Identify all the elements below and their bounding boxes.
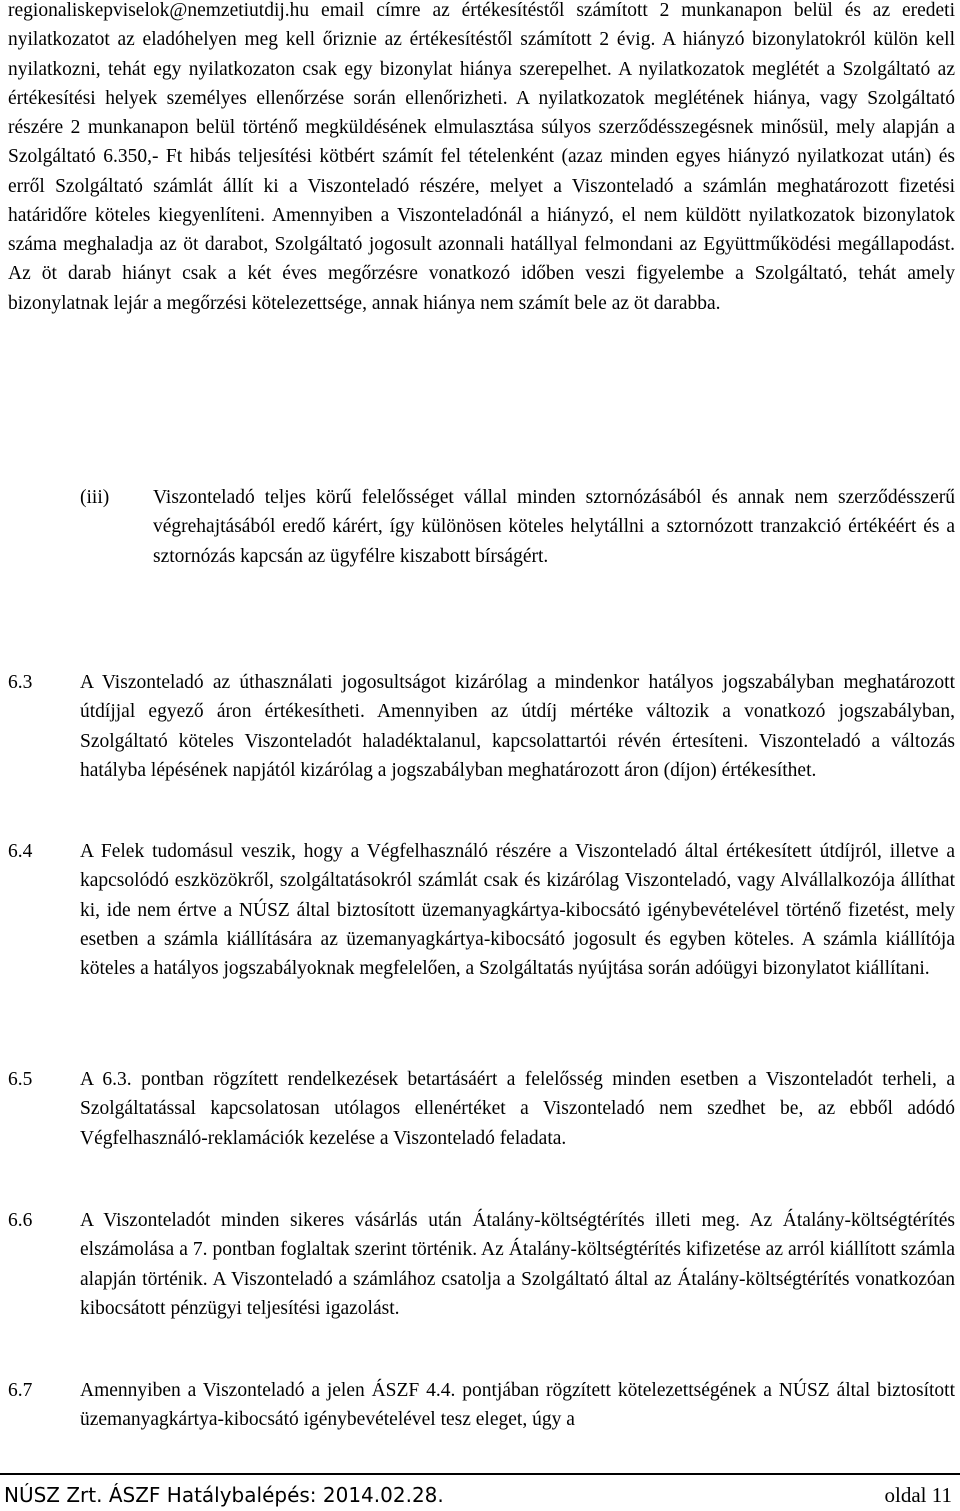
section-text: A Viszonteladót minden sikeres vásárlás után Átalány-költségtérítés illeti meg. Az Átalány-költségtérítés elszámolása a 7. pontban foglaltak szerint történik. Az Átalány-költségtérítés kifizetése az arról kiállított számla alapján történik. A Viszonteladó a számlához csatolja a Szolgáltató által az Átalány-költségtérítés vonatkozóan kibocsátott pénzügyi teljesítési igazolást. (80, 1210, 955, 1319)
footer-document-info: NÚSZ Zrt. ÁSZF Hatálybalépés: 2014.02.28. (4, 1483, 444, 1507)
subitem-iii (0, 483, 960, 601)
section-number: 6.5 (8, 1069, 33, 1090)
section-text: A Felek tudomásul veszik, hogy a Végfelhasználó részére a Viszonteladó által értékesített útdíjról, illetve a kapcsolódó eszközökről, szolgáltatásokról számlát csak és kizárólag Viszonteladó, vagy Alvállalkozója állíthat ki, ide nem értve a NÚSZ által biztosított üzemanyagkártya-kibocsátó igénybevételével történő fizetést, mely esetben a számla kiállítására az üzemanyagkártya-kibocsátó jogosult és egyben köteles. A számla kiállítója köteles a hatályos jogszabályoknak megfelelően, a Szolgáltatás nyújtása során adóügyi bizonylatot kiállítani. (80, 841, 955, 979)
section-text: Amennyiben a Viszonteladó a jelen ÁSZF 4.4. pontjában rögzített kötelezettségének a NÚSZ által biztosított üzemanyagkártya-kibocsátó igénybevételével tesz eleget, úgy a (80, 1380, 955, 1431)
section-6-7 (0, 1376, 960, 1436)
section-6-3 (0, 668, 960, 815)
section-6-4 (0, 837, 960, 1042)
section-number: 6.6 (8, 1210, 33, 1231)
intro-paragraph: regionaliskepviselok@nemzetiutdij.hu email címre az értékesítéstől számított 2 munkanapon belül és az eredeti nyilatkozatot az eladóhelyen meg kell őriznie az értékesítéstől számított 2 évig. A hiányzó bizonylatokról külön kell nyilatkozni, tehát egy nyilatkozaton csak egy bizonylat hiánya szerepelhet. A nyilatkozatok meglétét a Szolgáltató az értékesítési helyek személyes ellenőrzése során ellenőrizheti. A nyilatkozatok meglétének hiánya, vagy Szolgáltató részére 2 munkanapon belül történő megküldésének elmulasztása súlyos szerződésszegésnek minősül, mely alapján a Szolgáltató 6.350,- Ft hibás teljesítési kötbért számít fel tételenként (azaz minden egyes hiányzó nyilatkozat után) és erről Szolgáltató számlát állít ki a Viszonteladó részére, melyet a Viszonteladó a számlán meghatározott fizetési határidőre köteles kiegyenlíteni. Amennyiben a Viszonteladónál a hiányzó, el nem küldött nyilatkozatok bizonylatok száma meghaladja az öt darabot, Szolgáltató jogosult azonnali hatállyal felmondani az Együttműködési megállapodást. Az öt darab hiányt csak a két éves megőrzésre vonatkozó időben veszi figyelembe a Szolgáltató, tehát amely bizonylatnak lejár a megőrzési kötelezettsége, annak hiánya nem számít bele az öt darabba. (8, 0, 955, 314)
section-number: 6.4 (8, 841, 33, 862)
section-text: A 6.3. pontban rögzített rendelkezések betartásáért a felelősség minden esetben a Viszonteladót terheli, a Szolgáltatással kapcsolatosan utólagos ellenértéket a Viszonteladó nem szedhet be, az ebből adódó Végfelhasználó-reklamációk kezelése a Viszonteladó feladata. (80, 1069, 955, 1149)
footer-page-number: oldal 11 (884, 1483, 952, 1507)
section-number: 6.7 (8, 1380, 33, 1401)
section-text: A Viszonteladó az úthasználati jogosultságot kizárólag a mindenkor hatályos jogszabályban meghatározott útdíjjal egyező áron értékesítheti. Amennyiben az útdíj mértéke változik a vonatkozó jogszabályban, Szolgáltató köteles Viszonteladót haladéktalanul, kapcsolattartói révén értesíteni. Viszonteladó a változás hatályba lépésének napjától kizárólag a jogszabályban meghatározott áron (díjon) értékesíthet. (80, 672, 955, 781)
section-number: 6.3 (8, 672, 33, 693)
footer-divider (0, 1473, 960, 1475)
section-6-6 (0, 1206, 960, 1353)
section-6-5 (0, 1065, 960, 1183)
subitem-number: (iii) (80, 487, 110, 508)
subitem-text: Viszonteladó teljes körű felelősséget vállal minden sztornózásából és annak nem szerződésszerű végrehajtásából eredő kárért, így különösen köteles helytállni a sztornózott tranzakció értékéért és a sztornózás kapcsán az ügyfélre kiszabott bírságért. (153, 487, 955, 567)
